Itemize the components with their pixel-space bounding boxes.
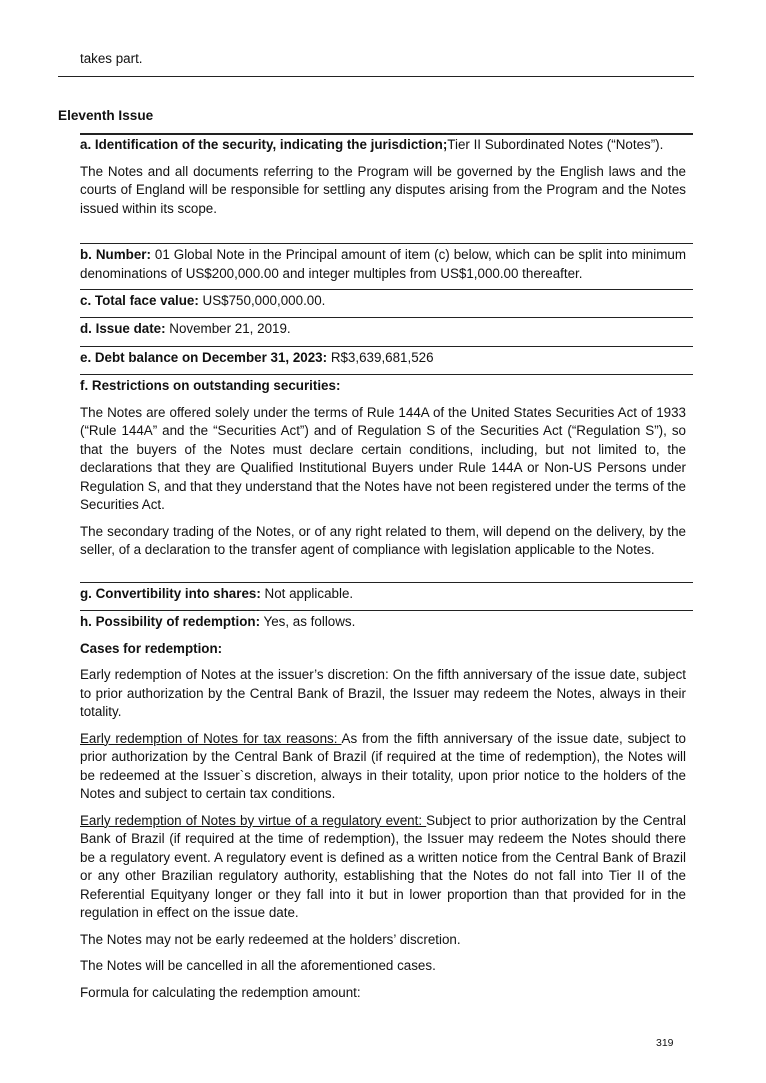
section-d-label: d. Issue date: [80, 321, 166, 336]
holders-text: The Notes may not be early redeemed at the holders’ discretion. [80, 931, 461, 947]
section-f-para1: The Notes are offered solely under the terms of Rule 144A of the United States Securities Act of 1933 (“Rule 144A” and the “Securities Act”) and of Regulation S of the Securities Act (“Regulation S”), so that the buyers of the Notes must declare certain conditions, including, but not limited to, the declarations that they are Qualified Institutional Buyers under Rule 144A or Non-US Persons under Regulation S, and that they understand that the Notes have not been registered under the terms of the Securities Act. [80, 404, 686, 512]
section-d-text: November 21, 2019. [165, 321, 291, 336]
early-redemption-regulatory [80, 812, 686, 923]
section-a-label: a. Identification of the security, indicating the jurisdiction; [80, 137, 448, 152]
tax-label: Early redemption of Notes for tax reasons: [80, 730, 342, 746]
section-h-text: Yes, as follows. [260, 614, 356, 629]
tax-text: As from the fifth anniversary of the issue date, subject to prior authorization by the Central Bank of Brazil (if required at the time of redemption), the Notes will be redeemed at the Issuer`s discretion, always in their totality, upon prior notice to the holders of the Notes and subject to certain tax conditions. [80, 730, 686, 801]
formula-text: Formula for calculating the redemption amount: [80, 984, 361, 1000]
section-c [80, 292, 686, 311]
section-e-label: e. Debt balance on December 31, 2023: [80, 350, 328, 365]
cancelled-text: The Notes will be cancelled in all the aforementioned cases. [80, 958, 436, 973]
section-h [80, 613, 686, 1002]
section-a [80, 136, 686, 218]
cases-heading: Cases for redemption: [80, 640, 223, 656]
section-b [80, 246, 686, 283]
divider [80, 346, 693, 347]
divider [58, 76, 694, 77]
issue-heading: Eleventh Issue [58, 108, 154, 123]
section-h-label: h. Possibility of redemption: [80, 614, 261, 629]
section-c-text: US$750,000,000.00. [198, 293, 326, 308]
section-a-text: Tier II Subordinated Notes (“Notes”). [447, 137, 664, 152]
section-g-label: g. Convertibility into shares: [80, 586, 261, 601]
section-f-para2: The secondary trading of the Notes, or of any right related to them, will depend on the delivery, by the seller, of a declaration to the transfer agent of compliance with legislation applicable to the Notes. [80, 523, 686, 557]
section-b-text: 01 Global Note in the Principal amount of item (c) below, which can be split into minimum denominations of US$200,000.00 and integer multiples from US$1,000.00 thereafter. [80, 247, 686, 281]
divider [80, 289, 693, 290]
section-c-label: c. Total face value: [80, 293, 199, 308]
section-f-label: f. Restrictions on outstanding securities: [80, 378, 341, 393]
divider [80, 243, 693, 244]
section-f [80, 377, 686, 560]
divider [80, 374, 693, 375]
section-e-text: R$3,639,681,526 [327, 350, 434, 365]
regulatory-text: Subject to prior authorization by the Central Bank of Brazil (if required at the time of redemption), the Issuer may redeem the Notes should there be a regulatory event. A regulatory event is defined as a written notice from the Central Bank of Brazil or any other Brazilian regulatory authority, establishing that the Notes do not fall into Tier II of the Referential Equityany longer or they fall into it but in lower proportion than that provided for in the regulation in effect on the issue date. [80, 812, 686, 920]
section-b-label: b. Number: [80, 247, 151, 262]
intro-text: takes part. [80, 51, 143, 66]
divider [80, 610, 693, 611]
page-number: 319 [656, 1037, 674, 1049]
section-e [80, 349, 686, 368]
section-d [80, 320, 686, 339]
regulatory-label: Early redemption of Notes by virtue of a regulatory event: [80, 812, 427, 828]
early-redemption-issuer: Early redemption of Notes at the issuer’s discretion: On the fifth anniversary of the issue date, subject to prior authorization by the Central Bank of Brazil, the Issuer may redeem the Notes, always in their totality. [80, 667, 686, 719]
section-g-text: Not applicable. [260, 586, 354, 601]
divider [80, 582, 693, 583]
divider [80, 133, 693, 135]
section-g [80, 585, 686, 604]
divider [80, 317, 693, 318]
section-a-para2: The Notes and all documents referring to the Program will be governed by the English laws and the courts of England will be responsible for settling any disputes arising from the Program and the Notes issued within its scope. [80, 163, 686, 216]
early-redemption-tax [80, 730, 686, 804]
